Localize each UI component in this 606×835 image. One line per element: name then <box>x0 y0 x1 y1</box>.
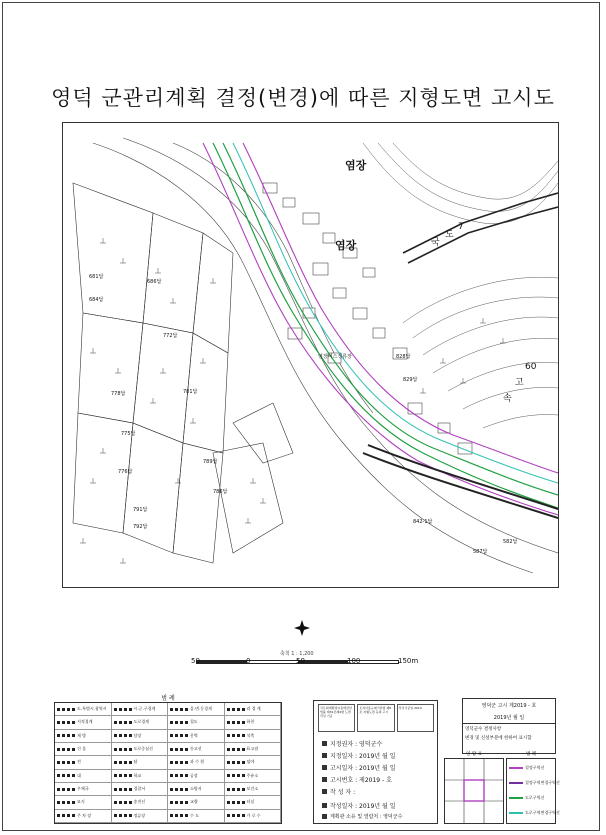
legend-item-label: 건 물 <box>77 746 86 752</box>
map-label-lot-684: 684답 <box>89 297 104 303</box>
info-row-notice-date: 고시일자 : 2019년 월 일 <box>322 763 396 772</box>
scale-tick-0: 50 <box>191 657 200 665</box>
legend-item <box>55 743 112 756</box>
legend-item-label: 담장 <box>133 732 142 738</box>
legend-symbol-icon <box>227 761 245 764</box>
map-label-lot-778: 778답 <box>111 391 126 397</box>
legend-item <box>168 756 225 769</box>
page-title: 영덕 군관리계획 결정(변경)에 따른 지형도면 고시도 <box>51 86 555 110</box>
line-legend-label: 도로구역변경구역선 <box>525 810 560 815</box>
legend-symbol-icon <box>170 801 188 804</box>
legend-item <box>225 770 282 783</box>
line-swatch-icon <box>509 767 523 769</box>
legend-item-label: 임야 <box>246 759 255 765</box>
legend-symbol-icon <box>227 774 245 777</box>
info-row-notice-number: 고시번호 : 제2019 - 호 <box>322 775 392 784</box>
map-label-lot-791: 791답 <box>133 507 148 513</box>
map-label-lot-786: 786답 <box>213 489 228 495</box>
info-row-designation-date: 지정일자 : 2019년 월 일 <box>322 751 396 760</box>
legend-item-label: 표고점 <box>246 746 259 752</box>
legend-symbol-icon <box>57 708 75 711</box>
map-label-yeomjang-bus: 염장버스정류장 <box>318 354 352 360</box>
line-legend-item <box>509 795 555 801</box>
legend-symbol-icon <box>114 761 132 764</box>
legend-item-label: 도.특별시.광역시 <box>77 706 107 712</box>
line-swatch-icon <box>509 782 523 784</box>
legend-item <box>55 716 112 729</box>
rice-paddy-icon <box>500 338 506 343</box>
legend-symbol-icon <box>57 814 75 817</box>
legend-item-label: 경찰서 <box>133 786 146 792</box>
map-label-lot-681: 681답 <box>89 274 104 280</box>
rice-paddy-icon <box>480 318 486 323</box>
legend-item <box>55 756 112 769</box>
legend-item <box>168 703 225 716</box>
legend-item-label: 철도 <box>190 719 198 725</box>
legend-item <box>55 703 112 716</box>
scale-tick-1: 0 <box>246 657 251 665</box>
index-map-title: 일 람 표 <box>466 752 482 757</box>
legend-symbol-icon <box>227 721 245 724</box>
legend-symbol-icon <box>114 788 132 791</box>
legend-symbol-icon <box>114 748 132 751</box>
legend-item-label: 제 방 <box>77 732 86 738</box>
rice-paddy-icon <box>190 418 196 423</box>
legend-symbol-icon <box>57 801 75 804</box>
map-label-road-go: 고 <box>515 378 524 388</box>
legend-item-label: 도로중심선 <box>133 746 153 752</box>
line-swatch-icon <box>509 797 523 799</box>
legend-item <box>168 743 225 756</box>
rice-paddy-icon <box>245 518 251 523</box>
legend-item <box>112 743 169 756</box>
rice-paddy-icon <box>100 448 106 453</box>
info-box-2: 토지이용규제기본법 제8조 지형도면 등의 고시 <box>357 704 394 732</box>
scale-label: 축척 1 : 1,200 <box>280 651 314 657</box>
rice-paddy-icon <box>90 348 96 353</box>
map-label-lot-789: 789답 <box>203 459 218 465</box>
legend-symbol-icon <box>114 814 132 817</box>
line-legend-label: 도로구역선 <box>525 795 545 800</box>
legend-symbol-icon <box>227 814 245 817</box>
legend-symbol-icon <box>57 734 75 737</box>
legend-item-label: 리 경 계 <box>246 706 261 712</box>
legend-item <box>55 730 112 743</box>
legend-item <box>225 716 282 729</box>
legend-item-label: 소방서 <box>190 786 202 792</box>
rice-paddy-icon <box>150 398 156 403</box>
legend-item <box>225 743 282 756</box>
map-label-lot-776: 776답 <box>118 469 133 475</box>
legend-symbol-icon <box>57 788 75 791</box>
legend-item-label: 도로경계 <box>133 719 149 725</box>
legend-item <box>112 703 169 716</box>
index-map <box>444 758 504 824</box>
legend-item-label: 정류장 <box>133 812 146 818</box>
map-label-yeomjang-1: 염장 <box>345 159 367 172</box>
legend-item <box>55 770 112 783</box>
legend-symbol-icon <box>114 721 132 724</box>
legend-item <box>112 810 169 823</box>
line-swatch-icon <box>509 812 523 814</box>
legend-symbol-icon <box>57 774 75 777</box>
legend-item <box>225 783 282 796</box>
legend-grid <box>55 703 281 823</box>
legend-symbol-icon <box>57 761 75 764</box>
legend-item <box>55 783 112 796</box>
legend-item-label: 터널 <box>246 799 255 805</box>
legend-item <box>112 796 169 809</box>
legend-item <box>225 756 282 769</box>
line-legend-item <box>509 765 555 771</box>
announcement-desc-1: 영덕군수 결정사항 <box>465 727 502 732</box>
legend-item-label: 답 <box>133 759 138 765</box>
map-label-lot-772: 772답 <box>163 333 178 339</box>
legend-item <box>112 756 169 769</box>
legend-symbol-icon <box>170 788 188 791</box>
symbol-legend <box>54 702 282 824</box>
index-map-grid <box>445 759 503 823</box>
legend-item <box>112 716 169 729</box>
rice-paddy-icon <box>210 278 216 283</box>
scale-tick-2: 50 <box>296 657 305 665</box>
map-canvas <box>62 122 559 588</box>
rice-paddy-icon <box>160 368 166 373</box>
rice-paddy-icon <box>200 358 206 363</box>
legend-item-label: 과 수 원 <box>190 759 205 765</box>
legend-symbol-icon <box>57 748 75 751</box>
legend-symbol-icon <box>170 814 188 817</box>
announcement-number: 영덕군 고시 제2019 - 호 <box>481 703 537 709</box>
legend-item <box>225 796 282 809</box>
legend-symbol-icon <box>170 774 188 777</box>
announcement-box <box>462 698 556 724</box>
map-label-lot-686: 686답 <box>147 279 162 285</box>
legend-item-label: 지적경계 <box>77 719 93 725</box>
legend-item <box>55 796 112 809</box>
rice-paddy-icon <box>250 478 256 483</box>
legend-symbol-icon <box>170 708 188 711</box>
legend-symbol-icon <box>170 761 188 764</box>
legend-item-label: 옹벽 <box>190 732 198 738</box>
scale-tick-4: 150m <box>398 657 419 665</box>
map-label-road-7: 7 <box>458 222 464 232</box>
line-legend-label: 결정구역변경구역선 <box>525 780 560 785</box>
rice-paddy-icon <box>420 388 426 393</box>
legend-item-label: 송전선 <box>133 799 146 805</box>
legend-item-label: 석축 <box>246 732 255 738</box>
legend-symbol-icon <box>57 721 75 724</box>
legend-item-label: 주유소 <box>246 772 259 778</box>
map-label-lot-587: 587답 <box>473 549 488 555</box>
legend-item-label: 우체국 <box>77 786 89 792</box>
rice-paddy-icon <box>120 558 126 563</box>
announcement-date: 2019년 월 일 <box>493 715 525 721</box>
legend-item <box>168 730 225 743</box>
rice-paddy-icon <box>260 498 266 503</box>
rice-paddy-icon <box>80 538 86 543</box>
legend-item-label: 시.군.구경계 <box>133 706 156 712</box>
info-row-viewing: 계획관 소유 및 열람처 : 영덕군수 <box>322 813 402 820</box>
legend-item-label: 대 <box>77 772 81 778</box>
rice-paddy-icon <box>175 478 181 483</box>
legend-item-label: 보건소 <box>246 786 259 792</box>
legend-item-label: 교량 <box>190 799 198 805</box>
legend-item <box>168 810 225 823</box>
map-label-lot-829: 829답 <box>403 377 418 383</box>
legend-item <box>168 716 225 729</box>
legend-item <box>55 810 112 823</box>
map-label-road-ko: 국 <box>431 238 440 248</box>
legend-item <box>168 770 225 783</box>
legend-symbol-icon <box>227 708 245 711</box>
line-legend-item <box>509 780 560 786</box>
announcement-desc-box <box>462 724 556 754</box>
rice-paddy-icon <box>440 358 446 363</box>
line-legend-label: 결정구역선 <box>525 765 545 770</box>
legend-item-label: 전 <box>77 759 81 765</box>
rice-paddy-icon <box>100 238 106 243</box>
legend-item-label: 학교 <box>133 772 142 778</box>
legend-item-label: 등고선 <box>190 746 202 752</box>
legend-item-label: 하천 <box>246 719 255 725</box>
rice-paddy-icon <box>120 258 126 263</box>
line-legend-item <box>509 810 560 816</box>
info-row-created-date: 작성일자 : 2019년 월 일 <box>322 801 396 810</box>
info-box-3: 작성기준일 2019 <box>397 704 434 732</box>
announcement-desc-2: 변경 및 신설부분에 한하여 표시함 <box>465 736 532 741</box>
map-label-road-sok: 속 <box>503 394 512 404</box>
legend-item-label: 가 로 수 <box>246 812 261 818</box>
map-label-lot-775: 775답 <box>121 431 136 437</box>
map-label-lot-828: 828답 <box>396 354 411 360</box>
legend-item <box>168 796 225 809</box>
legend-symbol-icon <box>114 734 132 737</box>
rice-paddy-icon <box>155 268 161 273</box>
legend-item-label: 공장 <box>190 772 198 778</box>
map-label-road-60: 60 <box>525 362 537 372</box>
scale-tick-3: 100 <box>347 657 361 665</box>
map-label-lot-842: 842-1답 <box>413 519 433 525</box>
map-label-yeomjang-2: 염장 <box>335 239 357 252</box>
legend-symbol-icon <box>114 708 132 711</box>
legend-symbol-icon <box>114 774 132 777</box>
line-legend-title: 범 례 <box>525 752 537 757</box>
legend-item-label: 주 차 장 <box>77 812 92 818</box>
legend-symbol-icon <box>170 721 188 724</box>
info-top-boxes <box>318 704 434 732</box>
map-label-lot-792: 792답 <box>133 524 148 530</box>
info-box-1: 국토의계획및이용에관한법률 제32조제4항 도면작성 기준 <box>318 704 355 732</box>
legend-item-label: 읍.면.동경계 <box>190 706 212 712</box>
north-arrow-icon <box>294 620 310 636</box>
legend-symbol-icon <box>114 801 132 804</box>
legend-item-label: 수 도 <box>190 812 199 818</box>
legend-item <box>112 770 169 783</box>
legend-symbol-icon <box>170 734 188 737</box>
legend-item-label: 묘지 <box>77 799 85 805</box>
legend-symbol-icon <box>227 734 245 737</box>
legend-item <box>225 810 282 823</box>
legend-item <box>225 703 282 716</box>
legend-symbol-icon <box>170 748 188 751</box>
map-label-road-do: 도 <box>445 230 454 240</box>
rice-paddy-icon <box>170 298 176 303</box>
legend-symbol-icon <box>227 801 245 804</box>
rice-paddy-icon <box>90 478 96 483</box>
legend-symbol-icon <box>227 788 245 791</box>
legend-item <box>225 730 282 743</box>
legend-item <box>168 783 225 796</box>
legend-item <box>112 730 169 743</box>
map-svg <box>63 123 558 587</box>
map-label-lot-781: 781답 <box>183 389 198 395</box>
map-label-lot-582: 582답 <box>503 539 518 545</box>
notice-info-box <box>313 700 438 824</box>
legend-symbol-icon <box>227 748 245 751</box>
legend-item <box>112 783 169 796</box>
info-row-authority: 지정권자 : 영덕군수 <box>322 739 382 748</box>
info-row-author: 작 성 자 : <box>322 787 355 796</box>
line-legend <box>506 758 560 824</box>
rice-paddy-icon <box>115 368 121 373</box>
legend-title: 범 례 <box>161 695 175 702</box>
